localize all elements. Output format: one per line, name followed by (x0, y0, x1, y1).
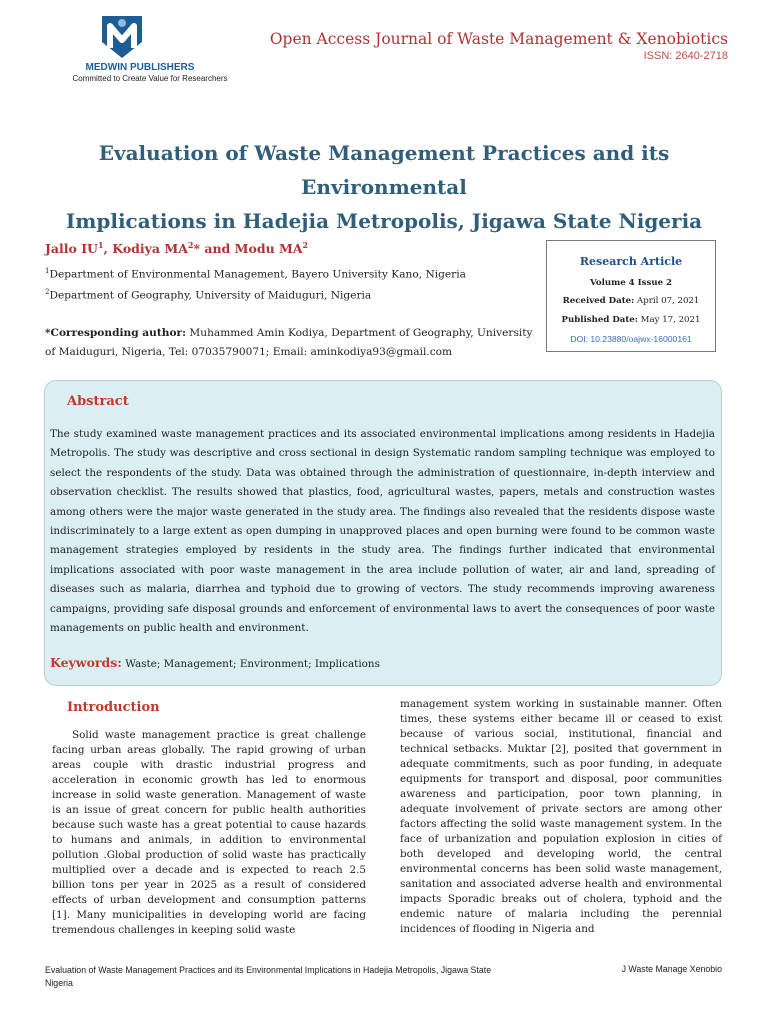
keywords (50, 655, 380, 670)
affiliation-1-sup: 1 (45, 267, 50, 275)
footer-citation: Evaluation of Waste Management Practices and its Environmental Implications in Hadejia Metropolis, Jigawa State Nigeria (45, 965, 492, 988)
published-date-value: May 17, 2021 (637, 315, 701, 325)
introduction-right-column (400, 697, 722, 937)
doi-link[interactable]: DOI: 10.23880/oajwx-16000161 (570, 334, 692, 344)
paper-title-line-2: Implications in Hadejia Metropolis, Jigawa State Nigeria (65, 209, 703, 233)
author-3: * and Modu MA (193, 241, 303, 257)
article-volume: Volume 4 Issue 2 (589, 278, 673, 288)
introduction-heading: Introduction (67, 700, 160, 715)
received-date (547, 296, 715, 306)
author-list (45, 240, 308, 256)
medwin-shield-logo-icon (96, 14, 148, 60)
author-1-affil: 1 (97, 240, 104, 250)
affiliation-2-text: Department of Geography, University of Maiduguri, Nigeria (49, 289, 372, 302)
introduction-left-column (52, 728, 366, 938)
affiliation-1-text: Department of Environmental Management, Bayero University Kano, Nigeria (49, 268, 466, 281)
author-1: Jallo IU (45, 241, 98, 257)
author-2: , Kodiya MA (103, 241, 188, 257)
published-date-label: Published Date: (561, 315, 638, 325)
journal-title: Open Access Journal of Waste Management & Xenobiotics (269, 30, 728, 48)
keywords-label: Keywords: (50, 655, 122, 670)
publisher-tagline: Committed to Create Value for Researchers (72, 74, 228, 83)
article-type: Research Article (579, 255, 683, 268)
footer-journal-abbrev: J Waste Manage Xenobio (621, 964, 722, 974)
author-2-affil: 2 (187, 240, 194, 250)
introduction-paragraph-1: Solid waste management practice is great challenge facing urban areas globally. The rapid growing of urban areas couple with drastic industrial progress and acceleration in economic growth has led to enormous increase in solid waste generation. Management of waste is an issue of great concern for public health authorities because such waste has a great potential to cause hazards to humans and animals, in addition to environmental pollution .Global production of solid waste has practically multiplied over a decade and is expected to reach 2.5 billion tons per year in 2025 as a result of considered effects of urban development and consumption patterns [1]. Many municipalities in developing world are facing tremendous challenges in keeping solid waste (52, 729, 366, 936)
abstract-text: The study examined waste management practices and its associated environmental implications among residents in Hadejia Metropolis. The study was descriptive and cross sectional in design Systematic random sampling technique was employed to select the respondents of the study. Data was obtained through the administration of questionnaire, in-depth interview and observation checklist. The results showed that plastics, food, agricultural wastes, papers, metals and construction wastes among others were the major waste generated in the study area. The findings also revealed that the residents dispose waste indiscriminately to a large extent as open dumping in unapproved places and open burning were found to be common waste management strategies employed by residents in the study area. The findings further indicated that environmental implications associated with poor waste management in the area include pollution of water, air and land, spreading of diseases such as malaria, diarrhea and typhoid due to growing of vectors. The study recommends improving awareness campaigns, providing safe disposal grounds and enforcement of environmental laws to avert the consequences of poor waste managements on public health and environment. (50, 428, 715, 635)
affiliation-1 (45, 267, 466, 281)
corresponding-author-label: *Corresponding author: (45, 327, 187, 339)
affiliation-2-sup: 2 (45, 288, 50, 296)
article-info-box (546, 240, 716, 352)
author-3-affil: 2 (302, 240, 309, 250)
publisher-name: MEDWIN PUBLISHERS (85, 62, 195, 73)
corresponding-author-text: Muhammed Amin Kodiya, Department of Geography, University of Maiduguri, Nigeria, Tel: 07035790071; Email: aminkodiya93@gmail.com (45, 327, 533, 358)
corresponding-author (45, 324, 545, 362)
introduction-paragraph-1-continued: management system working in sustainable manner. Often times, these systems either became ill or ceased to exist because of various social, institutional, financial and technical setbacks. Muktar [2], posited that government in adequate commitments, such as poor funding, in adequate equipments for transport and disposal, poor communities awareness and participation, poor town planning, in adequate involvement of private sectors are among other factors affecting the solid waste management system. In the face of urbanization and population explosion in cities of both developed and developing world, the central environmental concerns has been solid waste management, sanitation and associated adverse health and environmental impacts Sporadic breaks out of cholera, typhoid and the endemic nature of malaria including the perennial incidences of flooding in Nigeria and (400, 698, 722, 935)
paper-title-line-1: Evaluation of Waste Management Practices and its Environmental (98, 141, 670, 199)
journal-issn: ISSN: 2640-2718 (643, 50, 728, 62)
keywords-list: Waste; Management; Environment; Implications (121, 658, 380, 670)
received-date-label: Received Date: (562, 296, 635, 306)
received-date-value: April 07, 2021 (634, 296, 700, 306)
paper-title (30, 136, 738, 238)
abstract-heading: Abstract (67, 394, 129, 409)
published-date (547, 315, 715, 325)
affiliation-2 (45, 288, 371, 302)
publisher-logo (40, 14, 228, 86)
